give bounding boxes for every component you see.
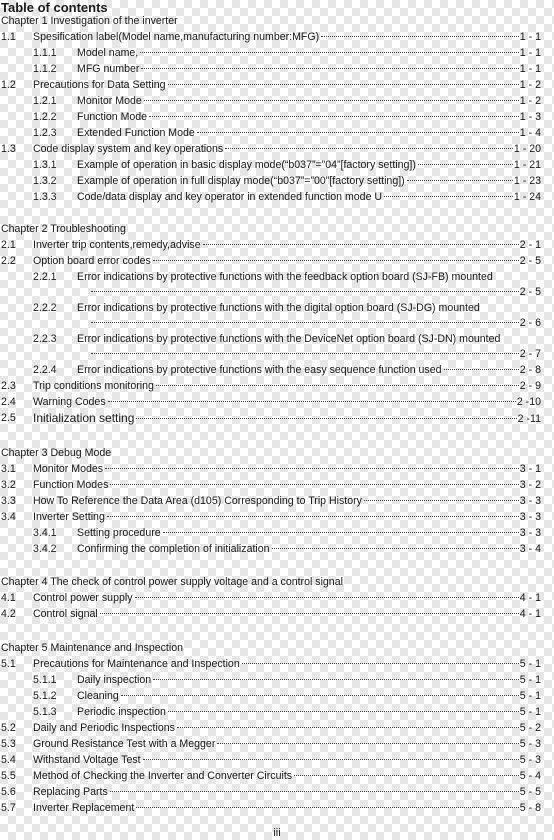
toc-entry-page[interactable]: 3 - 1 <box>519 463 541 475</box>
toc-entry-label[interactable]: Option board error codes <box>33 255 151 267</box>
toc-entry[interactable] <box>33 461 541 477</box>
toc-entry-label[interactable]: Warning Codes <box>33 396 106 408</box>
toc-entry[interactable] <box>33 736 541 752</box>
dot-leader <box>91 291 519 292</box>
toc-entry-label[interactable]: Error indications by protective functions with the easy sequence function used <box>77 364 442 376</box>
toc-entry-number: 3.4.1 <box>33 527 57 539</box>
toc-entry-page[interactable]: 2 - 5 <box>519 255 541 267</box>
toc-entry-label[interactable]: Control power supply <box>33 592 133 604</box>
toc-entry[interactable] <box>33 141 541 157</box>
chapter-heading: Chapter 3 Debug Mode <box>1 447 112 459</box>
toc-entry-label[interactable]: Model name, <box>77 47 139 59</box>
chapter-heading: Chapter 2 Troubleshooting <box>1 223 126 235</box>
toc-entry-page[interactable]: 2 - 8 <box>519 364 541 376</box>
toc-entry-page[interactable]: 3 - 3 <box>519 511 541 523</box>
toc-entry[interactable] <box>33 394 541 410</box>
toc-entry-label[interactable]: Example of operation in full display mode(“b037”=”00”[factory setting]) <box>77 175 405 187</box>
toc-entry-page[interactable]: 1 - 1 <box>519 47 541 59</box>
toc-entry-label[interactable]: Trip conditions monitoring <box>33 380 154 392</box>
toc-entry-label[interactable]: Example of operation in basic display mode(“b037”=”04”[factory setting]) <box>77 159 416 171</box>
toc-entry-number: 1.2.3 <box>33 127 57 139</box>
toc-entry-number: 5.4 <box>1 754 16 766</box>
toc-entry-label[interactable]: Replacing Parts <box>33 786 108 798</box>
toc-entry-number: 1.3.1 <box>33 159 57 171</box>
toc-entry-number: 2.2.4 <box>33 364 57 376</box>
toc-entry[interactable] <box>33 378 541 394</box>
dot-leader <box>294 775 519 776</box>
toc-entry-page[interactable]: 2 -10 <box>516 396 541 408</box>
toc-entry-page[interactable]: 5 - 2 <box>519 722 541 734</box>
toc-entry[interactable] <box>33 493 541 509</box>
toc-entry-label[interactable]: Setting procedure <box>77 527 161 539</box>
dot-leader <box>203 244 519 245</box>
toc-title: Table of contents <box>1 0 108 15</box>
toc-entry-page[interactable]: 5 - 1 <box>519 706 541 718</box>
toc-entry[interactable] <box>77 525 541 541</box>
toc-entry-page[interactable]: 1 - 20 <box>513 143 541 155</box>
toc-entry-page[interactable]: 2 -11 <box>517 413 541 425</box>
toc-entry[interactable] <box>33 656 541 672</box>
dot-leader <box>153 260 519 261</box>
dot-leader <box>444 369 519 370</box>
toc-entry-number: 5.2 <box>1 722 16 734</box>
toc-entry-page[interactable]: 1 - 2 <box>519 95 541 107</box>
toc-entry[interactable] <box>77 109 541 125</box>
toc-entry[interactable] <box>77 157 541 173</box>
toc-entry-number: 2.2.3 <box>33 333 57 345</box>
toc-entry-page[interactable]: 2 - 1 <box>519 239 541 251</box>
chapter-heading: Chapter 5 Maintenance and Inspection <box>1 642 183 654</box>
toc-entry-number: 1.2 <box>1 79 16 91</box>
toc-entry-number: 3.3 <box>1 495 16 507</box>
dot-leader <box>105 468 519 469</box>
dot-leader <box>384 196 513 197</box>
dot-leader <box>136 418 516 419</box>
dot-leader <box>100 613 519 614</box>
toc-entry-label[interactable]: Function Modes <box>33 479 109 491</box>
page-number: iii <box>273 827 281 839</box>
toc-entry-number: 1.1 <box>1 31 16 43</box>
toc-entry-number: 2.4 <box>1 396 16 408</box>
toc-entry-label[interactable]: Ground Resistance Test with a Megger <box>33 738 216 750</box>
toc-entry-page[interactable]: 1 - 3 <box>519 111 541 123</box>
toc-entry-number: 5.1.2 <box>33 690 57 702</box>
toc-entry[interactable] <box>33 768 541 784</box>
toc-entry-page[interactable]: 1 - 1 <box>519 63 541 75</box>
toc-entry[interactable] <box>33 237 541 253</box>
toc-entry-page[interactable]: 1 - 21 <box>513 159 541 171</box>
toc-entry[interactable] <box>33 477 541 493</box>
dot-leader <box>418 164 513 165</box>
toc-entry-number: 3.1 <box>1 463 16 475</box>
toc-entry[interactable] <box>77 173 541 189</box>
toc-entry-label[interactable]: Precautions for Data Setting <box>33 79 166 91</box>
toc-entry-page[interactable]: 3 - 2 <box>519 479 541 491</box>
dot-leader <box>140 52 519 53</box>
toc-entry[interactable] <box>33 752 541 768</box>
toc-entry-page[interactable]: 5 - 5 <box>519 786 541 798</box>
toc-entry[interactable] <box>77 688 541 704</box>
dot-leader <box>272 548 519 549</box>
toc-entry-label[interactable]: Spesification label(Model name,manufacturing number:MFG) <box>33 31 320 43</box>
toc-entry-number: 1.3.2 <box>33 175 57 187</box>
toc-entry[interactable] <box>33 410 541 426</box>
dot-leader <box>163 532 519 533</box>
toc-entry-number: 3.4.2 <box>33 543 57 555</box>
dot-leader <box>177 727 519 728</box>
toc-entry-page[interactable]: 5 - 3 <box>519 754 541 766</box>
toc-entry-label[interactable]: Extended Function Mode <box>77 127 195 139</box>
toc-entry[interactable] <box>77 125 541 141</box>
toc-entry-label[interactable]: Withstand Voltage Test <box>33 754 141 766</box>
toc-entry-page[interactable]: 2 - 6 <box>519 317 541 329</box>
toc-entry-number: 2.2.1 <box>33 271 57 283</box>
toc-entry-label[interactable]: Function Mode <box>77 111 148 123</box>
toc-entry-number: 4.1 <box>1 592 16 604</box>
toc-entry[interactable] <box>33 509 541 525</box>
toc-entry-page[interactable]: 1 - 1 <box>519 31 541 43</box>
toc-entry-page[interactable]: 2 - 5 <box>519 286 541 298</box>
dot-leader <box>168 711 519 712</box>
toc-entry-page[interactable]: 1 - 2 <box>519 79 541 91</box>
toc-entry-page[interactable]: 5 - 8 <box>519 802 541 814</box>
toc-entry-number: 1.1.1 <box>33 47 57 59</box>
dot-leader <box>364 500 519 501</box>
toc-entry-page[interactable]: 1 - 4 <box>519 127 541 139</box>
dot-leader <box>121 695 519 696</box>
toc-entry-label[interactable]: Inverter trip contents,remedy,advise <box>33 239 201 251</box>
dot-leader <box>91 322 519 323</box>
toc-entry-number: 1.1.2 <box>33 63 57 75</box>
toc-entry[interactable] <box>33 77 541 93</box>
dot-leader <box>110 791 519 792</box>
toc-entry-page[interactable]: 4 - 1 <box>519 608 541 620</box>
toc-entry-label[interactable]: Error indications by protective functions with the DeviceNet option board (SJ-DN) mounted <box>77 333 501 345</box>
toc-entry-page[interactable]: 2 - 9 <box>519 380 541 392</box>
toc-entry[interactable] <box>33 606 541 622</box>
toc-entry-number: 5.1 <box>1 658 16 670</box>
chapter-heading: Chapter 1 Investigation of the inverter <box>1 15 178 27</box>
toc-entry-page[interactable]: 3 - 3 <box>519 527 541 539</box>
dot-leader <box>149 116 519 117</box>
toc-entry-page[interactable]: 5 - 1 <box>519 658 541 670</box>
toc-entry-label[interactable]: Method of Checking the Inverter and Converter Circuits <box>33 770 293 782</box>
toc-entry-label[interactable]: Initialization setting <box>33 411 135 425</box>
toc-entry-label[interactable]: Monitor Modes <box>33 463 104 475</box>
dot-leader <box>321 36 519 37</box>
toc-entry-label[interactable]: Control signal <box>33 608 98 620</box>
toc-entry-label[interactable]: Error indications by protective functions with the digital option board (SJ-DG) mounted <box>77 302 480 314</box>
dot-leader <box>156 385 519 386</box>
toc-entry-number: 4.2 <box>1 608 16 620</box>
toc-entry-number: 5.5 <box>1 770 16 782</box>
toc-entry-number: 1.3 <box>1 143 16 155</box>
toc-entry-label[interactable]: Monitor Mode <box>77 95 142 107</box>
toc-entry-label[interactable]: Error indications by protective functions with the feedback option board (SJ-FB) mounted <box>77 271 493 283</box>
toc-entry[interactable] <box>77 541 541 557</box>
dot-leader <box>225 148 513 149</box>
dot-leader <box>141 68 518 69</box>
dot-leader <box>91 353 519 354</box>
toc-entry[interactable] <box>33 590 541 606</box>
toc-entry-number: 5.7 <box>1 802 16 814</box>
toc-entry[interactable] <box>77 189 541 205</box>
toc-entry-label[interactable]: Daily inspection <box>77 674 152 686</box>
dot-leader <box>197 132 519 133</box>
toc-entry-number: 1.2.1 <box>33 95 57 107</box>
toc-entry-number: 5.3 <box>1 738 16 750</box>
dot-leader <box>407 180 513 181</box>
dot-leader <box>242 663 519 664</box>
dot-leader <box>144 100 519 101</box>
toc-entry-number: 1.3.3 <box>33 191 57 203</box>
toc-entry-number: 3.4 <box>1 511 16 523</box>
toc-entry-label[interactable]: Periodic inspection <box>77 706 166 718</box>
dot-leader <box>107 516 519 517</box>
dot-leader <box>135 597 519 598</box>
toc-entry-label[interactable]: How To Reference the Data Area (d105) Corresponding to Trip History <box>33 495 362 507</box>
toc-entry-page[interactable]: 5 - 4 <box>519 770 541 782</box>
toc-entry-label[interactable]: Cleaning <box>77 690 119 702</box>
toc-entry[interactable] <box>33 253 541 269</box>
toc-entry-number: 2.3 <box>1 380 16 392</box>
toc-entry-number: 5.1.1 <box>33 674 57 686</box>
toc-entry[interactable] <box>77 672 541 688</box>
toc-entry[interactable] <box>77 93 541 109</box>
toc-entry-number: 2.2.2 <box>33 302 57 314</box>
dot-leader <box>110 484 518 485</box>
toc-entry-page[interactable]: 3 - 4 <box>519 543 541 555</box>
toc-entry-label[interactable]: Code display system and key operations <box>33 143 224 155</box>
toc-entry-page[interactable]: 1 - 23 <box>513 175 541 187</box>
toc-entry-page[interactable]: 2 - 7 <box>519 348 541 360</box>
toc-entry-label[interactable]: Inverter Setting <box>33 511 105 523</box>
toc-entry[interactable] <box>77 704 541 720</box>
toc-entry[interactable] <box>33 784 541 800</box>
dot-leader <box>143 759 519 760</box>
toc-entry-label[interactable]: Confirming the completion of initialization <box>77 543 270 555</box>
toc-entry-number: 5.1.3 <box>33 706 57 718</box>
dot-leader <box>108 401 516 402</box>
toc-entry-number: 2.2 <box>1 255 16 267</box>
toc-entry-label[interactable]: Daily and Periodic Inspections <box>33 722 175 734</box>
dot-leader <box>217 743 518 744</box>
toc-entry-label[interactable]: MFG number <box>77 63 140 75</box>
toc-entry[interactable] <box>33 800 541 816</box>
toc-entry-label[interactable]: Code/data display and key operator in extended function mode U <box>77 191 383 203</box>
toc-entry-number: 2.1 <box>1 239 16 251</box>
toc-entry[interactable] <box>33 29 541 45</box>
toc-entry-label[interactable]: Inverter Replacement <box>33 802 135 814</box>
toc-entry-number: 3.2 <box>1 479 16 491</box>
toc-entry-page[interactable]: 4 - 1 <box>519 592 541 604</box>
dot-leader <box>136 807 519 808</box>
toc-entry[interactable] <box>77 61 541 77</box>
toc-entry-page[interactable]: 3 - 3 <box>519 495 541 507</box>
toc-entry[interactable] <box>77 45 541 61</box>
toc-entry-number: 5.6 <box>1 786 16 798</box>
toc-entry-page[interactable]: 5 - 3 <box>519 738 541 750</box>
chapter-heading: Chapter 4 The check of control power supply voltage and a control signal <box>1 576 343 588</box>
toc-entry-number: 2.5 <box>1 412 16 424</box>
toc-entry-page[interactable]: 5 - 1 <box>519 690 541 702</box>
toc-entry-page[interactable]: 1 - 24 <box>513 191 541 203</box>
toc-entry[interactable] <box>33 720 541 736</box>
toc-entry[interactable] <box>77 362 541 378</box>
toc-entry-number: 1.2.2 <box>33 111 57 123</box>
dot-leader <box>168 84 519 85</box>
toc-entry-page[interactable]: 5 - 1 <box>519 674 541 686</box>
toc-entry-label[interactable]: Precautions for Maintenance and Inspection <box>33 658 240 670</box>
dot-leader <box>153 679 519 680</box>
